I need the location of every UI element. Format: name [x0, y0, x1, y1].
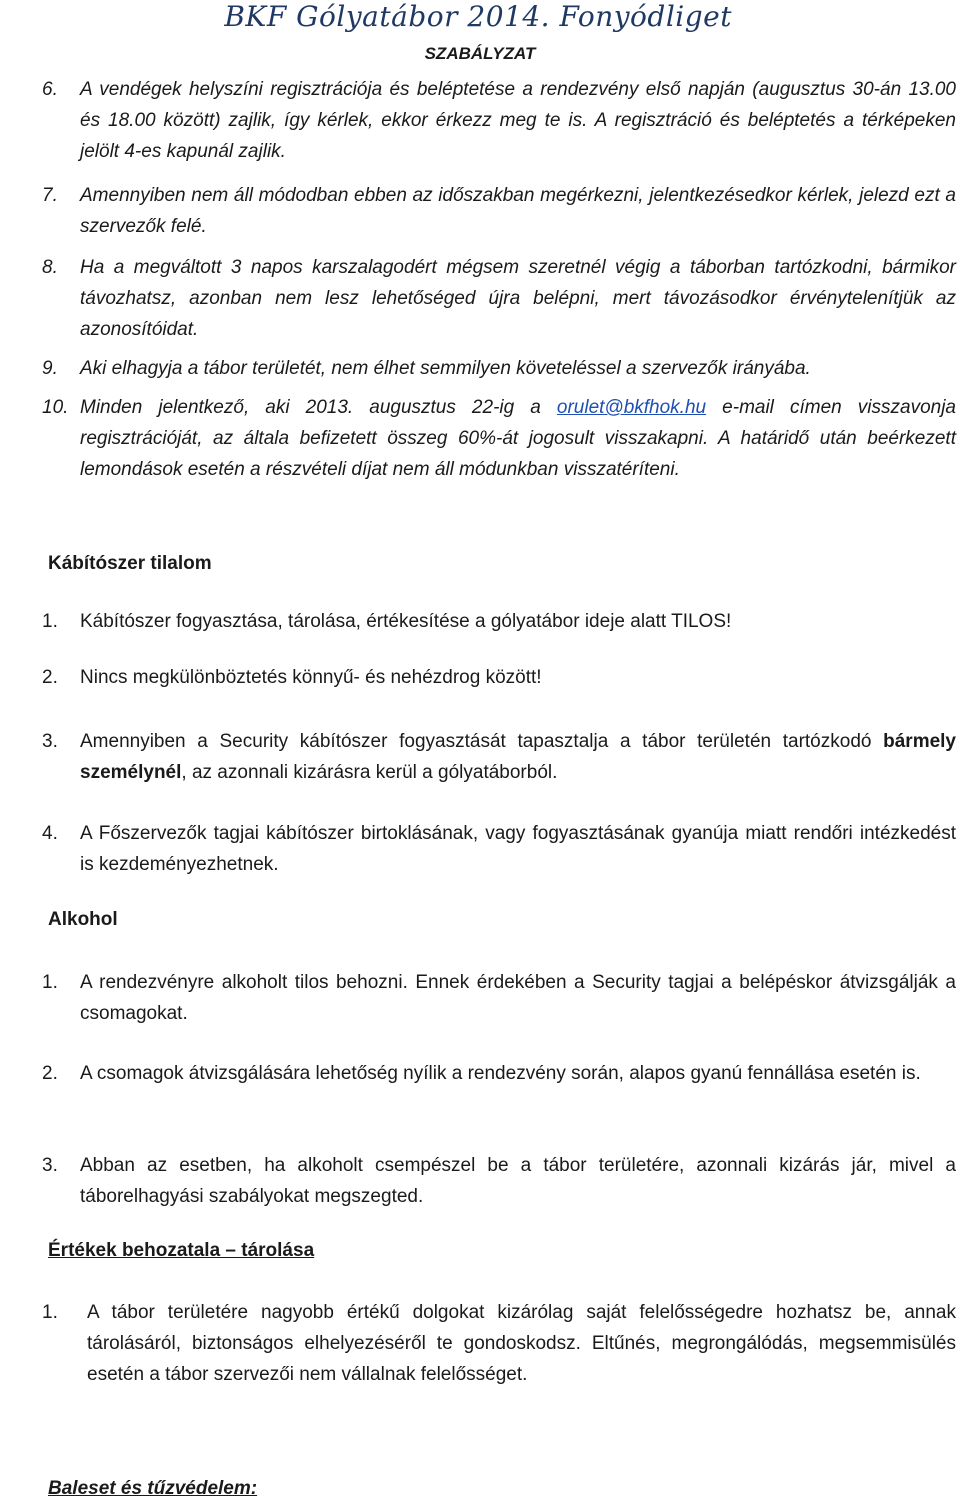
item-number: 8.: [42, 257, 58, 278]
list-item: [42, 180, 956, 242]
item-number: 10.: [42, 397, 69, 418]
list-item: [42, 1297, 956, 1390]
item-text: A tábor területére nagyobb értékű dolgokat kizárólag saját felelősségedre hozhatsz be, annak tárolásáról, biztonságos elhelyezéséről te gondoskodsz. Eltűnés, megrongálódás, megsemmisülés esetén a tábor szervezői nem vállalnak felelősséget.: [87, 1302, 956, 1385]
list-item: [42, 1150, 956, 1212]
item-number: 3.: [42, 1155, 58, 1176]
section-heading-drugs: Kábítószer tilalom: [48, 553, 212, 574]
item-text: [42, 392, 956, 485]
email-link[interactable]: orulet@bkfhok.hu: [556, 397, 707, 418]
item-text: Kábítószer fogyasztása, tárolása, értékesítése a gólyatábor ideje alatt TILOS!: [80, 611, 732, 632]
item-text: [42, 726, 956, 788]
item-text-after: , az azonnali kizárásra kerül a gólyatáborból.: [181, 762, 558, 783]
item-text-before: Amennyiben a Security kábítószer fogyasztását tapasztalja a tábor területén tartózkodó: [80, 731, 884, 752]
item-text: Amennyiben nem áll módodban ebben az időszakban megérkezni, jelentkezésedkor kérlek, jelezd ezt a szervezők felé.: [80, 185, 956, 237]
list-item: [42, 818, 956, 880]
document-header-title: BKF Gólyatábor 2014. Fonyódliget: [224, 0, 732, 33]
list-item: [42, 252, 956, 345]
item-number: 1.: [42, 972, 58, 993]
item-text: Aki elhagyja a tábor területét, nem élhet semmilyen követeléssel a szervezők irányába.: [80, 358, 811, 379]
item-number: 7.: [42, 185, 58, 206]
item-number: 2.: [42, 1063, 58, 1084]
list-item: [42, 606, 956, 637]
section-heading-alcohol: Alkohol: [48, 909, 118, 930]
list-item: [42, 353, 956, 384]
item-text: Ha a megváltott 3 napos karszalagodért mégsem szeretnél végig a táborban tartózkodni, bármikor távozhatsz, azonban nem lesz lehetőséged újra belépni, mert távozásodkor érvénytelenítjük az azonosítóidat.: [80, 257, 956, 340]
item-text: A Főszervezők tagjai kábítószer birtoklásának, vagy fogyasztásának gyanúja miatt rendőri intézkedést is kezdeményezhetnek.: [80, 823, 956, 875]
section-heading-valuables: Értékek behozatala – tárolása: [48, 1240, 315, 1261]
item-text-before: Minden jelentkező, aki 2013. augusztus 22-ig a: [80, 397, 557, 418]
item-text: Abban az esetben, ha alkoholt csempészel be a tábor területére, azonnali kizárás jár, mivel a táborelhagyási szabályokat megszegted.: [80, 1155, 956, 1207]
item-number: 1.: [42, 1302, 58, 1323]
section-heading-fire-safety: Baleset és tűzvédelem:: [48, 1478, 258, 1499]
list-item: [42, 662, 956, 693]
item-number: 2.: [42, 667, 58, 688]
item-number: 6.: [42, 79, 58, 100]
item-number: 3.: [42, 731, 58, 752]
list-item: [42, 74, 956, 167]
item-text: A vendégek helyszíni regisztrációja és beléptetése a rendezvény első napján (augusztus 30-án 13.00 és 18.00 között) zajlik, így kérlek, ekkor érkezz meg te is. A regisztráció és beléptetés a térképeken jelölt 4-es kapunál zajlik.: [80, 79, 956, 162]
item-number: 9.: [42, 358, 58, 379]
document-subtitle: SZABÁLYZAT: [424, 44, 536, 63]
list-item: [42, 392, 956, 485]
item-text: A rendezvényre alkoholt tilos behozni. Ennek érdekében a Security tagjai a belépéskor átvizsgálják a csomagokat.: [80, 972, 956, 1024]
item-text: A csomagok átvizsgálására lehetőség nyílik a rendezvény során, alapos gyanú fennállása esetén is.: [80, 1063, 921, 1084]
list-item: [42, 1058, 956, 1089]
item-number: 4.: [42, 823, 58, 844]
list-item: [42, 726, 956, 788]
item-text: Nincs megkülönböztetés könnyű- és nehézdrog között!: [80, 667, 542, 688]
item-number: 1.: [42, 611, 58, 632]
list-item: [42, 967, 956, 1029]
item-text-bold: bármely személynél: [80, 731, 956, 783]
item-text-after: e-mail címen visszavonja regisztrációját, az általa befizetett összeg 60%-át jogosult visszakapni. A határidő után beérkezett lemondások esetén a részvételi díjat nem áll módunkban visszatéríteni.: [80, 397, 956, 480]
